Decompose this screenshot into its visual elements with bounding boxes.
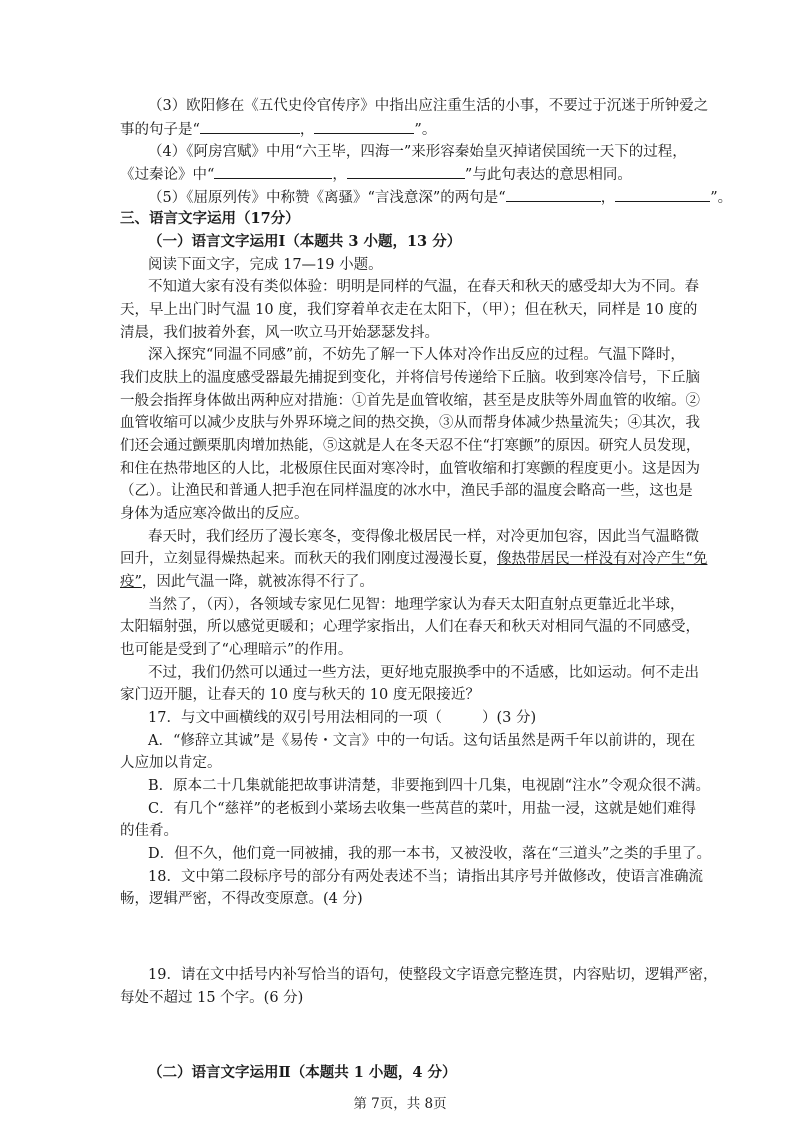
q4-comma: ，	[332, 167, 347, 183]
passage-line: 不知道大家有没有类似体验：明明是同样的气温，在春天和秋天的感受却大为不同。春	[148, 279, 699, 295]
q4-line1: （4）《阿房宫赋》中用“六王毕，四海一”来形容秦始皇灭掉诸侯国统一天下的过程，	[148, 144, 687, 160]
q18-stem: 18．文中第二段标序号的部分有两处表述不当；请指出其序号并做修改，使语言准确流	[148, 869, 703, 885]
passage-line	[120, 572, 700, 592]
q3-line2	[120, 119, 700, 140]
q17-option-c: C．有几个“慈祥”的老板到小菜场去收集一些莴苣的菜叶，用盐一浸，这就是她们难得	[148, 801, 696, 817]
q5-prefix: （5）《屈原列传》中称赞《离骚》“言浅意深”的两句是“	[148, 190, 506, 206]
q3-line1: （3）欧阳修在《五代史伶官传序》中指出应注重生活的小事，不要过于沉迷于所钟爱之	[148, 98, 709, 114]
q17-option-a-cont: 人应加以肯定。	[120, 755, 222, 771]
q19-stem: 19．请在文中括号内补写恰当的语句，使整段文字语意完整连贯，内容贴切，逻辑严密，	[148, 967, 718, 983]
passage-line: 们还会通过颤栗肌肉增加热能，⑤这就是人在冬天忍不住“打寒颤”的原因。研究人员发现，	[120, 438, 701, 454]
q3-prefix: 事的句子是“	[120, 122, 200, 138]
passage-line: （乙）。让渔民和普通人把手泡在同样温度的冰水中，渔民手部的温度会略高一些，这也是	[120, 483, 693, 499]
passage-line: 身体为适应寒冷做出的反应。	[120, 506, 309, 522]
page-footer: 第 7页，共 8页	[353, 1096, 447, 1112]
passage-line: 太阳辐射强，所以感觉更暖和；心理学家指出，人们在春天和秋天对相同气温的不同感受，	[120, 619, 700, 635]
q3-comma: ，	[299, 122, 315, 138]
answer-blank[interactable]	[506, 187, 601, 202]
answer-blank[interactable]	[200, 119, 300, 134]
passage-line: 家门迈开腿，让春天的 10 度与秋天的 10 度无限接近？	[120, 687, 480, 703]
underlined-text: 像热带居民一样没有对冷产生“免	[497, 551, 708, 567]
section3-title: 三、语言文字运用（17分）	[120, 210, 300, 227]
section3-sub2-title: （二）语言文字运用Ⅱ（本题共 1 小题，4 分）	[148, 1064, 457, 1081]
answer-blank[interactable]	[214, 164, 332, 179]
passage-line: 深入探究“同温不同感”前，不妨先了解一下人体对冷作出反应的过程。气温下降时，	[148, 347, 685, 363]
answer-blank[interactable]	[615, 187, 710, 202]
passage-line: 也可能是受到了“心理暗示”的作用。	[120, 642, 353, 658]
passage-text: ，因此气温一降，就被冻得不行了。	[141, 574, 374, 590]
passage-line: 血管收缩可以减少皮肤与外界环境之间的热交换，③从而帮身体减少热量流失；④其次，我	[120, 415, 700, 431]
passage-line: 我们皮肤上的温度感受器最先捕捉到变化，并将信号传递给下丘脑。收到寒冷信号，下丘脑	[120, 370, 700, 386]
reading-instruction: 阅读下面文字，完成 17—19 小题。	[148, 257, 383, 273]
q17-score: ）(3 分)	[481, 710, 537, 726]
q17-stem	[148, 708, 700, 728]
q5-line	[148, 187, 733, 208]
passage-line: 清晨，我们披着外套，风一吹立马开始瑟瑟发抖。	[120, 325, 439, 341]
q17-stem-text: 17．与文中画横线的双引号用法相同的一项（	[148, 710, 442, 726]
underlined-text: 疫”	[120, 574, 142, 590]
q18-stem-cont: 畅，逻辑严密，不得改变原意。(4 分)	[120, 891, 363, 907]
q19-stem-cont: 每处不超过 15 个字。(6 分)	[120, 990, 304, 1006]
q4-prefix: 《过秦论》中“	[120, 167, 215, 183]
q5-suffix: ”。	[710, 190, 733, 206]
passage-line	[120, 549, 708, 569]
q17-option-a: A．“修辞立其诚”是《易传・文言》中的一句话。这句话虽然是两千年以前讲的，现在	[148, 733, 696, 749]
passage-line: 春天时，我们经历了漫长寒冬，变得像北极居民一样，对冷更加包容，因此当气温略微	[148, 529, 699, 545]
q4-suffix: ”与此句表达的意思相同。	[464, 167, 632, 183]
q4-line2	[120, 164, 700, 185]
passage-line: 当然了，（丙），各领域专家见仁见智：地理学家认为春天太阳直射点更靠近北半球，	[148, 597, 685, 613]
section3-sub1-title: （一）语言文字运用Ⅰ（本题共 3 小题，13 分）	[148, 233, 462, 250]
answer-blank[interactable]	[347, 164, 465, 179]
q5-comma: ，	[600, 190, 616, 206]
q17-option-d: D．但不久，他们竟一同被捕，我的那一本书，又被没收，落在“三道头”之类的手里了。	[148, 846, 711, 862]
passage-text: 回升，立刻显得燥热起来。而秋天的我们刚度过漫漫长夏，	[120, 551, 497, 567]
passage-line: 天，早上出门时气温 10 度，我们穿着单衣走在太阳下，（甲）；但在秋天，同样是 10 度的	[120, 302, 698, 318]
q3-suffix: ”。	[414, 122, 437, 138]
passage-line: 不过，我们仍然可以通过一些方法，更好地克服换季中的不适感，比如运动。何不走出	[148, 665, 699, 681]
q17-option-c-cont: 的佳肴。	[120, 823, 178, 839]
q17-option-b: B．原本二十几集就能把故事讲清楚，非要拖到四十几集，电视剧“注水”令观众很不满。	[148, 778, 710, 794]
answer-blank[interactable]	[314, 119, 414, 134]
passage-line: 一般会指挥身体做出两种应对措施：①首先是血管收缩，甚至是皮肤等外周血管的收缩。②	[120, 393, 700, 409]
passage-line: 和住在热带地区的人比，北极原住民面对寒冷时，血管收缩和打寒颤的程度更小。这是因为	[120, 461, 700, 477]
